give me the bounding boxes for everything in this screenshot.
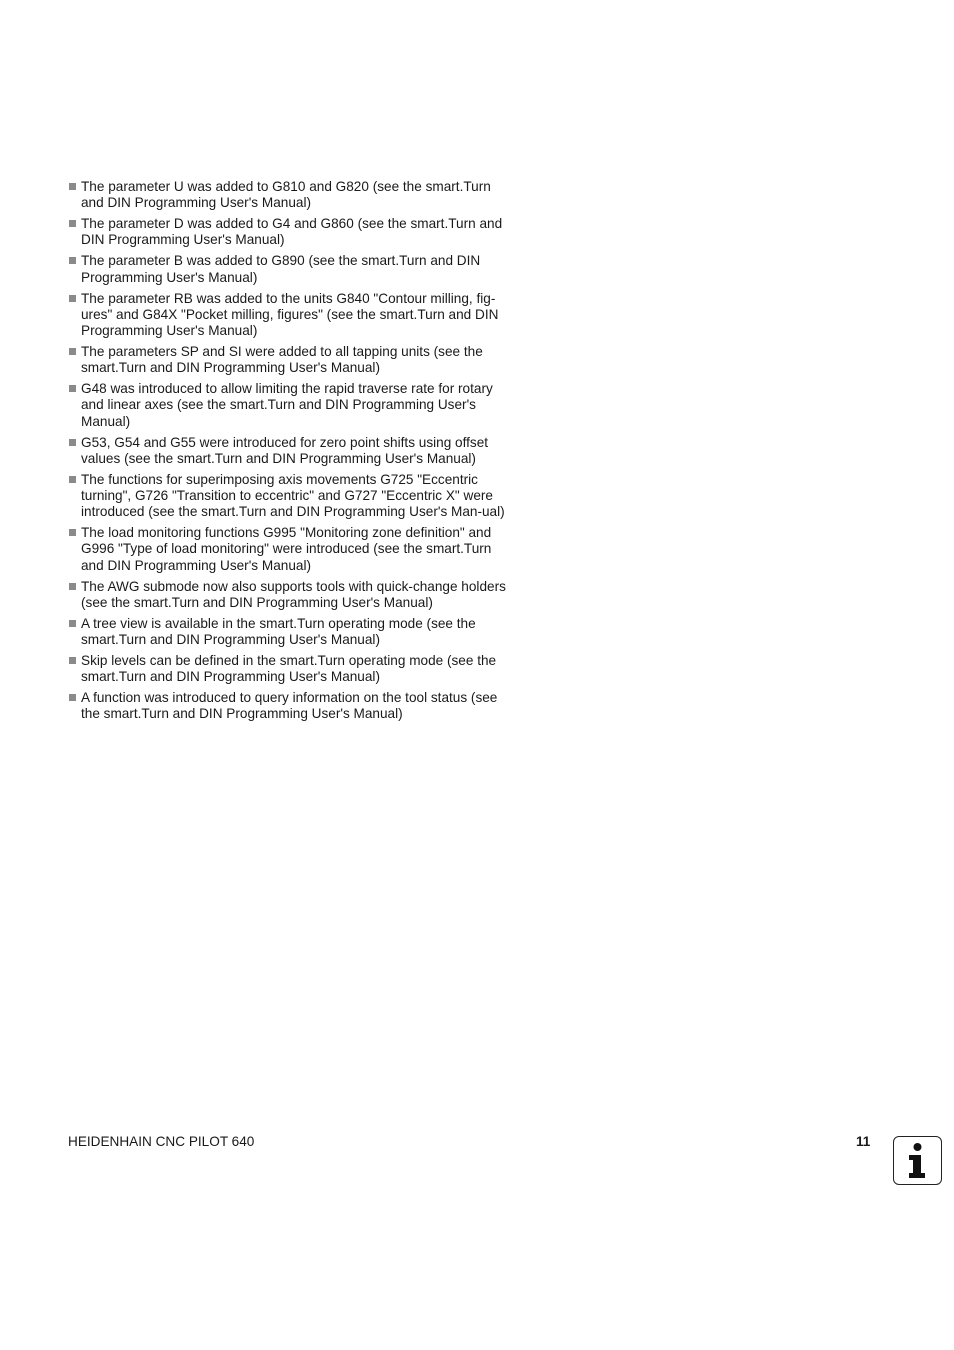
square-bullet-icon bbox=[69, 694, 76, 701]
list-item-text: The functions for superimposing axis movements G725 "Eccentric turning", G726 "Transition to eccentric" and G727 "Eccentric X" were introduced (see the smart.Turn and DIN Programming User's Man-ual) bbox=[81, 471, 505, 520]
list-item-text: The parameter B was added to G890 (see the smart.Turn and DIN Programming User's Manual) bbox=[81, 253, 481, 285]
square-bullet-icon bbox=[69, 348, 76, 355]
square-bullet-icon bbox=[69, 183, 76, 190]
square-bullet-icon bbox=[69, 583, 76, 590]
page-number: 11 bbox=[856, 1134, 871, 1149]
list-item bbox=[68, 653, 516, 685]
list-item bbox=[68, 435, 516, 467]
square-bullet-icon bbox=[69, 476, 76, 483]
list-item-text: Skip levels can be defined in the smart.Turn operating mode (see the smart.Turn and DIN Programming User's Manual) bbox=[81, 653, 497, 685]
list-item bbox=[68, 690, 516, 722]
info-icon bbox=[893, 1136, 942, 1185]
list-item-text: The parameter U was added to G810 and G820 (see the smart.Turn and DIN Programming User's Manual) bbox=[81, 179, 491, 211]
list-item-text: The AWG submode now also supports tools with quick-change holders (see the smart.Turn and DIN Programming User's Manual) bbox=[81, 578, 506, 610]
square-bullet-icon bbox=[69, 620, 76, 627]
info-glyph bbox=[894, 1137, 940, 1183]
list-item bbox=[68, 616, 516, 648]
list-item-text: The parameter D was added to G4 and G860 (see the smart.Turn and DIN Programming User's Manual) bbox=[81, 216, 503, 248]
list-item bbox=[68, 579, 516, 611]
square-bullet-icon bbox=[69, 257, 76, 264]
square-bullet-icon bbox=[69, 657, 76, 664]
list-item-text: G53, G54 and G55 were introduced for zero point shifts using offset values (see the smart.Turn and DIN Programming User's Manual) bbox=[81, 434, 489, 466]
list-item-text: The load monitoring functions G995 "Monitoring zone definition" and G996 "Type of load monitoring" were introduced (see the smart.Turn and DIN Programming User's Manual) bbox=[81, 525, 492, 573]
square-bullet-icon bbox=[69, 439, 76, 446]
square-bullet-icon bbox=[69, 385, 76, 392]
list-item-text: A tree view is available in the smart.Turn operating mode (see the smart.Turn and DIN Programming User's Manual) bbox=[81, 615, 476, 648]
list-item bbox=[68, 291, 516, 340]
list-item bbox=[68, 381, 516, 430]
changes-list bbox=[68, 179, 516, 727]
list-item bbox=[68, 525, 516, 574]
list-item bbox=[68, 216, 516, 248]
list-item bbox=[68, 179, 516, 211]
list-item-text: The parameters SP and SI were added to all tapping units (see the smart.Turn and DIN Programming User's Manual) bbox=[81, 344, 483, 376]
list-item bbox=[68, 344, 516, 376]
list-item bbox=[68, 472, 516, 521]
list-item-text: G48 was introduced to allow limiting the rapid traverse rate for rotary and linear axes (see the smart.Turn and DIN Programming User's Manual) bbox=[81, 381, 493, 429]
list-item-text: A function was introduced to query information on the tool status (see the smart.Turn and DIN Programming User's Manual) bbox=[81, 690, 498, 722]
list-item bbox=[68, 253, 516, 285]
square-bullet-icon bbox=[69, 220, 76, 227]
footer-title: HEIDENHAIN CNC PILOT 640 bbox=[68, 1134, 255, 1149]
square-bullet-icon bbox=[69, 529, 76, 536]
list-item-text: The parameter RB was added to the units G840 "Contour milling, fig-ures" and G84X "Pocket milling, figures" (see the smart.Turn and DIN Programming User's Manual) bbox=[81, 290, 499, 339]
square-bullet-icon bbox=[69, 295, 76, 302]
